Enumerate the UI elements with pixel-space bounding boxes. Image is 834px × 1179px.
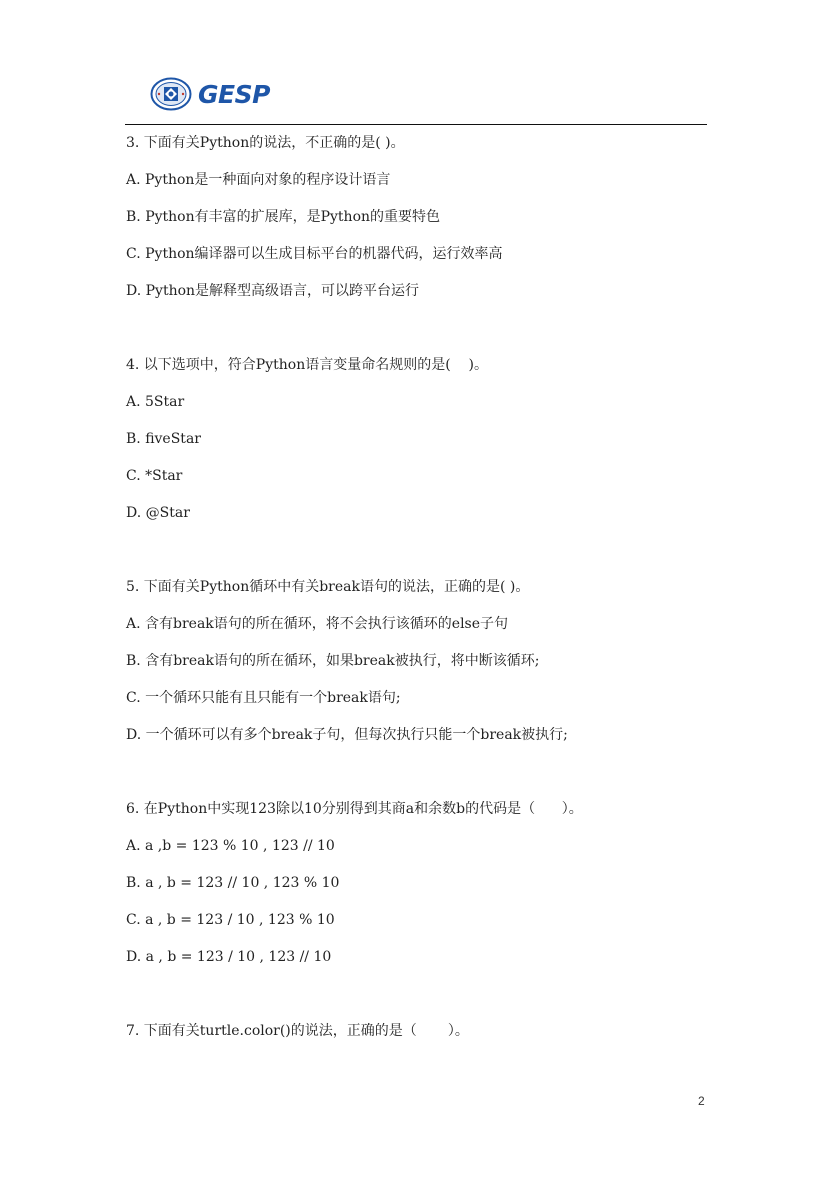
question-5-stem: 5. 下面有关Python循环中有关break语句的说法，正确的是( )。 [126,579,530,595]
question-5-option-c: C. 一个循环只能有且只能有一个break语句; [126,690,401,706]
question-6-option-b: B. a , b = 123 // 10 , 123 % 10 [126,875,340,891]
ccf-seal-logo-icon [150,77,192,111]
question-6-option-a: A. a ,b = 123 % 10 , 123 // 10 [126,838,335,854]
page-number: 2 [698,1094,705,1108]
question-3-option-d: D. Python是解释型高级语言，可以跨平台运行 [126,283,420,299]
question-6-stem: 6. 在Python中实现123除以10分别得到其商a和余数b的代码是（ ）。 [126,801,583,817]
question-5-option-d: D. 一个循环可以有多个break子句，但每次执行只能一个break被执行; [126,727,568,743]
question-5-option-a: A. 含有break语句的所在循环，将不会执行该循环的else子句 [126,616,509,632]
question-4-option-c: C. *Star [126,468,183,484]
question-3-option-a: A. Python是一种面向对象的程序设计语言 [126,172,391,188]
question-5-option-b: B. 含有break语句的所在循环，如果break被执行，将中断该循环; [126,653,540,669]
question-3-stem: 3. 下面有关Python的说法，不正确的是( )。 [126,135,405,151]
question-3-option-b: B. Python有丰富的扩展库，是Python的重要特色 [126,209,441,225]
question-3-option-c: C. Python编译器可以生成目标平台的机器代码，运行效率高 [126,246,503,262]
question-7-stem: 7. 下面有关turtle.color()的说法，正确的是（ ）。 [126,1023,469,1039]
gesp-wordmark: GESP [198,79,270,109]
question-6-option-c: C. a , b = 123 / 10 , 123 % 10 [126,912,335,928]
header-rule [125,124,707,125]
question-4-option-a: A. 5Star [126,394,185,410]
question-6-option-d: D. a , b = 123 / 10 , 123 // 10 [126,949,332,965]
page-header [150,76,270,112]
question-4-stem: 4. 以下选项中，符合Python语言变量命名规则的是( )。 [126,357,488,373]
question-4-option-d: D. @Star [126,505,190,521]
question-4-option-b: B. fiveStar [126,431,201,447]
